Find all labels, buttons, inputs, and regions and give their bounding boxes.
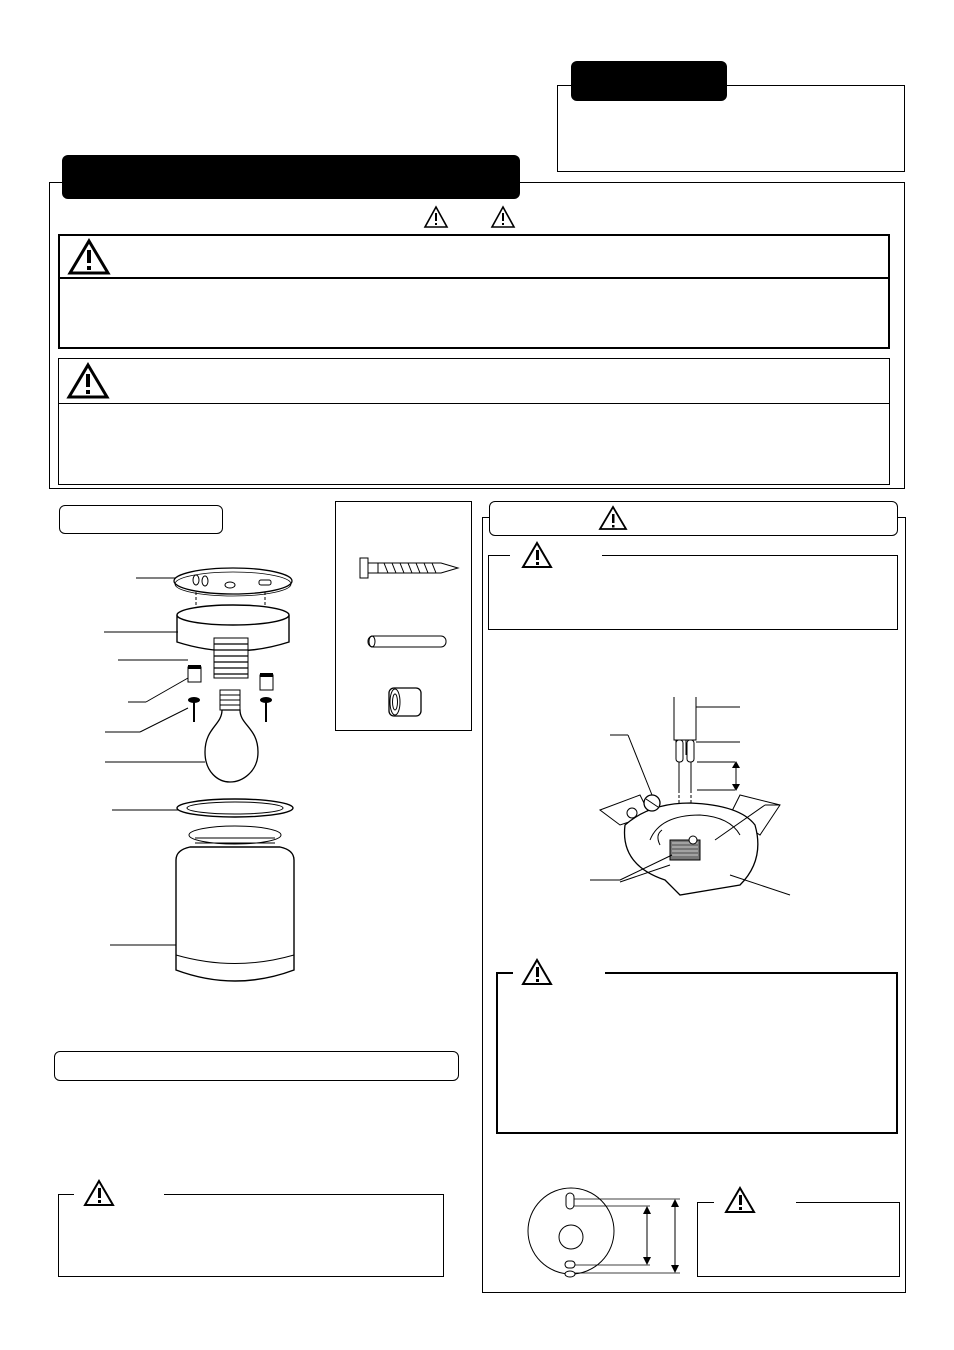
safety-tab xyxy=(62,155,520,199)
warning-icon xyxy=(424,206,448,228)
caution-icon xyxy=(521,541,553,569)
parts-leaders xyxy=(100,560,220,960)
warning-icon xyxy=(68,239,110,275)
caution-icon xyxy=(521,958,553,986)
mounting-caution-box xyxy=(58,1194,444,1277)
sleeve-icon xyxy=(381,682,431,722)
caution-body-box xyxy=(58,403,890,485)
wiring-diagram xyxy=(590,695,790,910)
installation-title-box xyxy=(489,501,898,536)
caution-icon xyxy=(599,506,627,530)
caution-heading-bar xyxy=(58,358,890,404)
wood-screw-icon xyxy=(356,554,461,584)
install-caution-middle-box xyxy=(496,972,898,1134)
nut-right xyxy=(260,675,273,690)
caution-icon xyxy=(83,1179,115,1207)
warning-heading-bar xyxy=(58,234,890,279)
warning-body-box xyxy=(58,277,890,349)
note-tab xyxy=(571,61,727,101)
caution-icon xyxy=(67,363,109,399)
rod-icon xyxy=(366,632,451,652)
accessory-box xyxy=(335,501,472,731)
caution-icon xyxy=(724,1186,756,1214)
mounting-title-box xyxy=(54,1051,459,1081)
caution-icon xyxy=(491,206,515,228)
plate-dimension-diagram xyxy=(520,1185,690,1280)
parts-title-box xyxy=(59,505,223,534)
